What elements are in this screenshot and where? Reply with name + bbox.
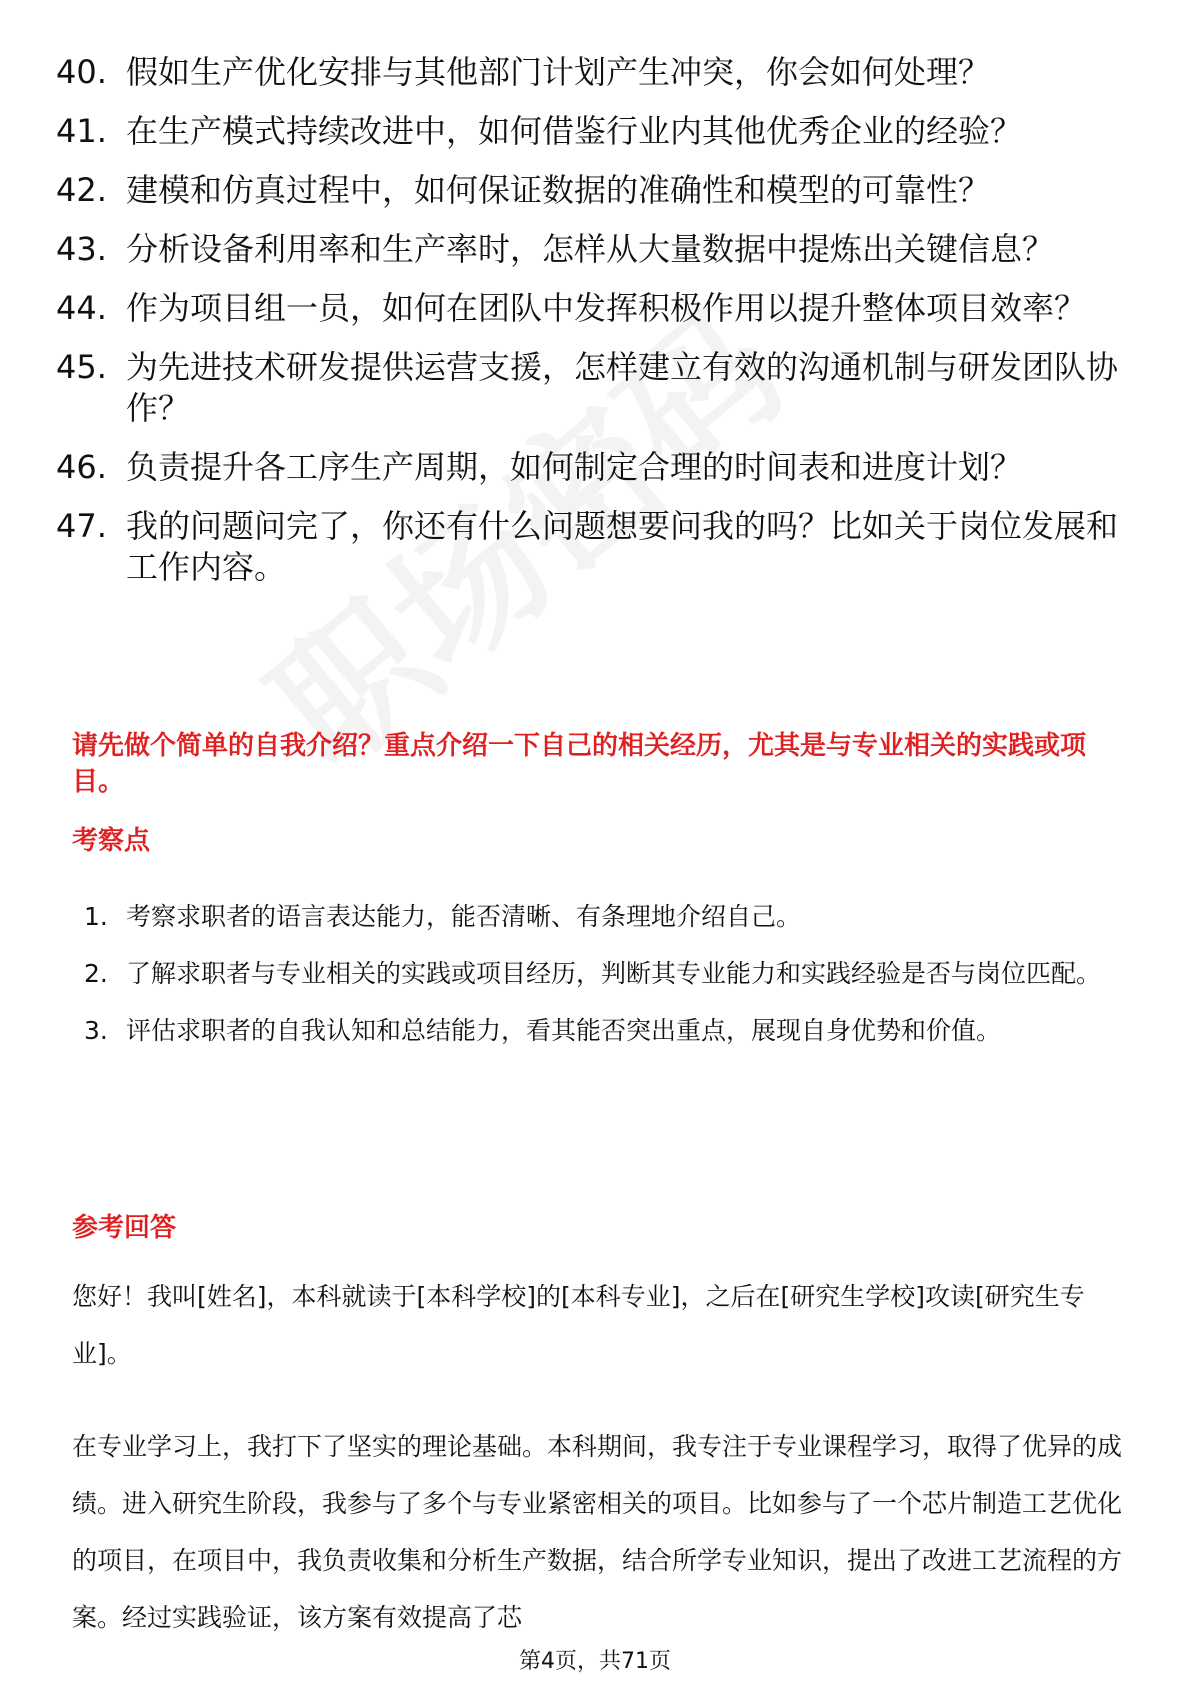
point-number: 3.: [84, 1016, 108, 1045]
question-item: [56, 229, 1136, 270]
question-text: 作为项目组一员，如何在团队中发挥积极作用以提升整体项目效率？: [126, 289, 1087, 327]
point-item: [84, 945, 1124, 1002]
point-item: [84, 1002, 1124, 1059]
question-number: 42.: [56, 171, 107, 209]
question-number: 46.: [56, 448, 107, 486]
question-text: 建模和仿真过程中，如何保证数据的准确性和模型的可靠性？: [126, 171, 991, 209]
points-heading: 考察点: [72, 826, 151, 856]
question-text: 分析设备利用率和生产率时，怎样从大量数据中提炼出关键信息？: [126, 230, 1055, 268]
point-text: 了解求职者与专业相关的实践或项目经历，判断其专业能力和实践经验是否与岗位匹配。: [126, 959, 1102, 988]
question-text: 负责提升各工序生产周期，如何制定合理的时间表和进度计划？: [126, 448, 1023, 486]
question-item: [56, 506, 1136, 588]
points-list: [84, 888, 1124, 1059]
question-list: [56, 52, 1136, 606]
question-number: 43.: [56, 230, 107, 268]
question-item: [56, 288, 1136, 329]
question-item: [56, 347, 1136, 429]
answer-paragraph-1: 您好！我叫[姓名]，本科就读于[本科学校]的[本科专业]，之后在[研究生学校]攻读[研究生专业]。: [72, 1282, 1085, 1368]
answer-paragraph-2: 在专业学习上，我打下了坚实的理论基础。本科期间，我专注于专业课程学习，取得了优异的成绩。进入研究生阶段，我参与了多个与专业紧密相关的项目。比如参与了一个芯片制造工艺优化的项目，在项目中，我负责收集和分析生产数据，结合所学专业知识，提出了改进工艺流程的方案。经过实践验证，该方案有效提高了芯: [72, 1432, 1123, 1632]
question-text: 在生产模式持续改进中，如何借鉴行业内其他优秀企业的经验？: [126, 112, 1023, 150]
question-text: 为先进技术研发提供运营支援，怎样建立有效的沟通机制与研发团队协作？: [126, 348, 1119, 427]
point-number: 1.: [84, 902, 108, 931]
point-number: 2.: [84, 959, 108, 988]
point-text: 考察求职者的语言表达能力，能否清晰、有条理地介绍自己。: [126, 902, 802, 931]
question-number: 40.: [56, 53, 107, 91]
answer-heading: 参考回答: [72, 1213, 177, 1243]
question-text: 我的问题问完了，你还有什么问题想要问我的吗？比如关于岗位发展和工作内容。: [126, 507, 1119, 586]
page-footer: 第4页，共71页: [519, 1649, 671, 1674]
point-text: 评估求职者的自我认知和总结能力，看其能否突出重点，展现自身优势和价值。: [126, 1016, 1002, 1045]
question-number: 45.: [56, 348, 107, 386]
point-item: [84, 888, 1124, 945]
question-item: [56, 111, 1136, 152]
section-title: 请先做个简单的自我介绍？重点介绍一下自己的相关经历，尤其是与专业相关的实践或项目。: [72, 731, 1087, 797]
question-number: 44.: [56, 289, 107, 327]
question-item: [56, 52, 1136, 93]
question-text: 假如生产优化安排与其他部门计划产生冲突，你会如何处理？: [126, 53, 991, 91]
question-number: 41.: [56, 112, 107, 150]
question-item: [56, 447, 1136, 488]
question-item: [56, 170, 1136, 211]
question-number: 47.: [56, 507, 107, 545]
